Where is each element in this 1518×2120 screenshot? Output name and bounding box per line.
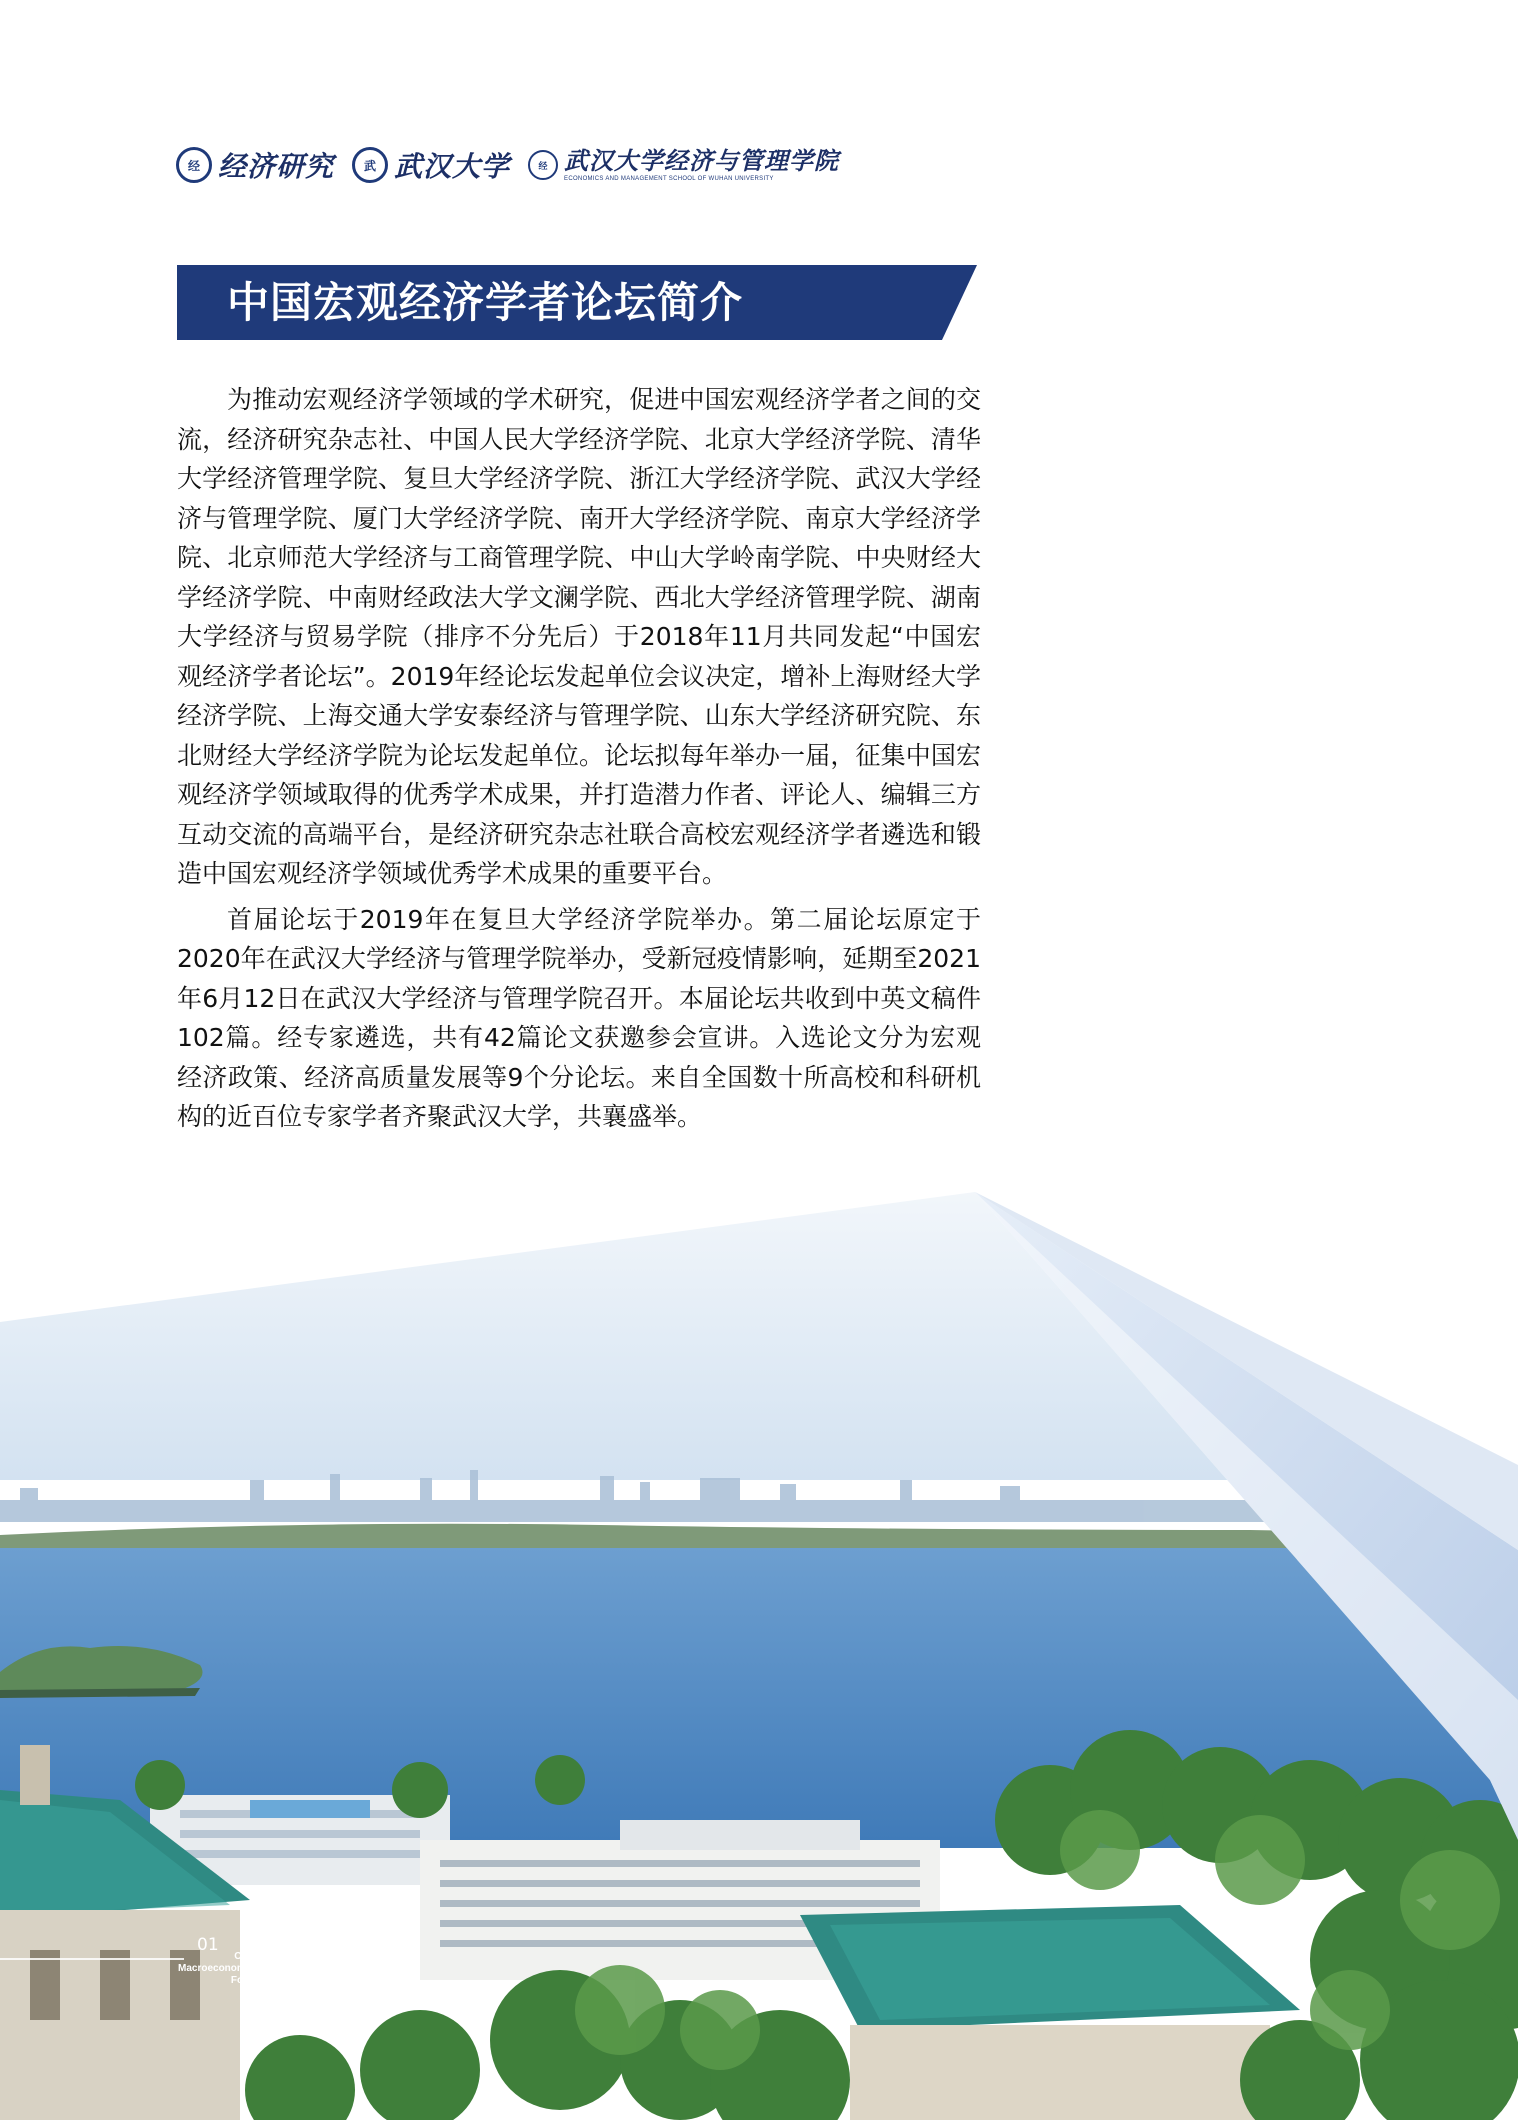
logo-name: 经济研究 xyxy=(218,150,335,183)
forum-label-line: Forum xyxy=(230,1975,262,1986)
page-number: 01 xyxy=(197,1935,219,1955)
logo-subtitle: ECONOMICS AND MANAGEMENT SCHOOL OF WUHAN UNIVERSITY xyxy=(564,175,774,182)
logo-name: 武汉大学 xyxy=(394,150,511,183)
forum-label-line: China xyxy=(234,1951,262,1962)
logo-name: 武汉大学经济与管理学院 xyxy=(564,145,840,175)
paragraph: 为推动宏观经济学领域的学术研究，促进中国宏观经济学者之间的交流，经济研究杂志社、中国人民大学经济学院、北京大学经济学院、清华大学经济管理学院、复旦大学经济学院、浙江大学经济学院、武汉大学经济与管理学院、厦门大学经济学院、南开大学经济学院、南京大学经济学院、北京师范大学经济与工商管理学院、中山大学岭南学院、中央财经大学经济学院、中南财经政法大学文澜学院、西北大学经济管理学院、湖南大学经济与贸易学院（排序不分先后）于2018年11月共同发起“中国宏观经济学者论坛”。2019年经论坛发起单位会议决定，增补上海财经大学经济学院、上海交通大学安泰经济与管理学院、山东大学经济研究院、东北财经大学经济学院为论坛发起单位。论坛拟每年举办一届，征集中国宏观经济学领域取得的优秀学术成果，并打造潜力作者、评论人、编辑三方互动交流的高端平台，是经济研究杂志社联合高校宏观经济学者遴选和锻造中国宏观经济学领域优秀学术成果的重要平台。 xyxy=(177,385,981,888)
section-title: 中国宏观经济学者论坛简介 xyxy=(227,278,744,327)
seal-icon: 经 xyxy=(176,147,212,183)
paragraph: 首届论坛于2019年在复旦大学经济学院举办。第二届论坛原定于2020年在武汉大学经济与管理学院举办，受新冠疫情影响，延期至2021年6月12日在武汉大学经济与管理学院召开。本届论坛共收到中英文稿件102篇。经专家遴选，共有42篇论文获邀参会宣讲。入选论文分为宏观经济政策、经济高质量发展等9个分论坛。来自全国数十所高校和科研机构的近百位专家学者齐聚武汉大学，共襄盛举。 xyxy=(177,904,981,1131)
page-marker-line xyxy=(0,1958,184,1960)
forum-label xyxy=(178,1951,262,1987)
seal-icon: 武 xyxy=(352,147,388,183)
seal-icon: 经 xyxy=(528,150,558,180)
forum-label-line: Macroeconomists xyxy=(178,1963,264,1974)
